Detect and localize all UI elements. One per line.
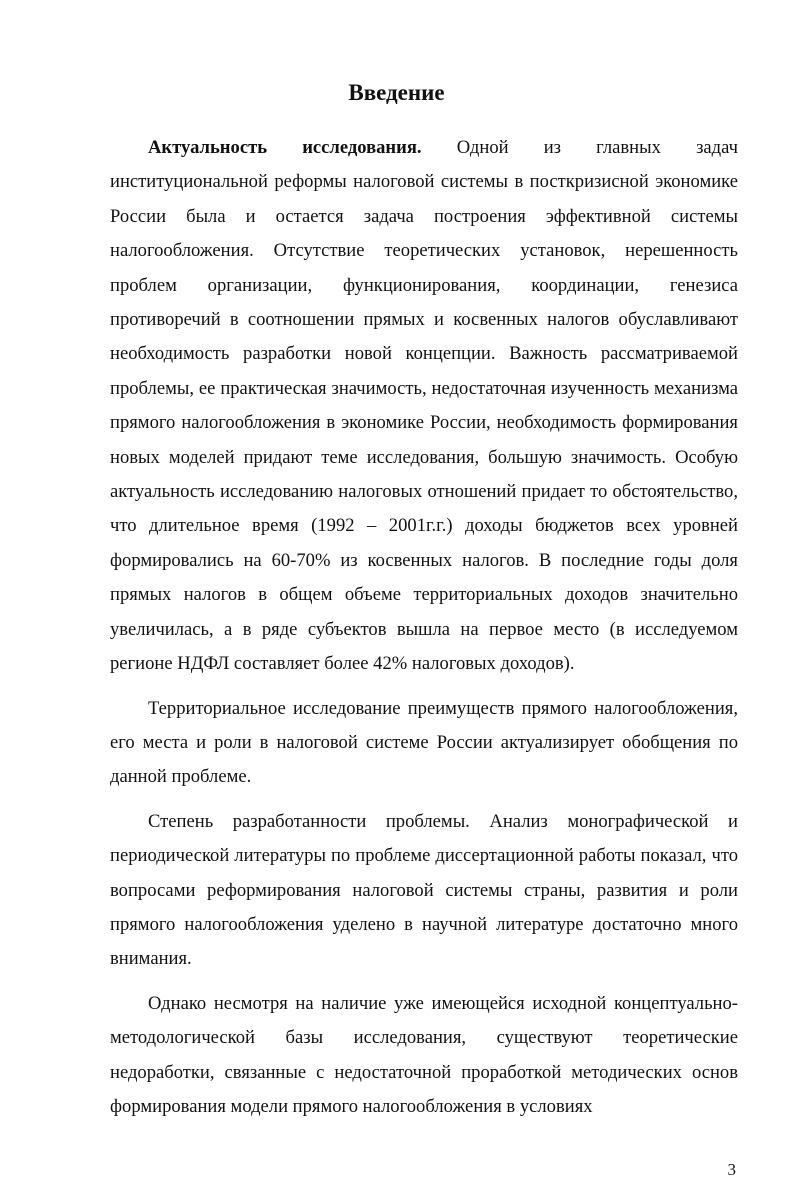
- page-title: Введение: [348, 80, 445, 105]
- paragraph-lead-heading: Актуальность исследования.: [148, 137, 422, 158]
- paragraph-territorial-study: Территориальное исследование преимуществ прямого налогообложения, его места и роли в налоговой системе России актуализирует обобщения по данной проблеме.: [110, 697, 738, 788]
- body-text: [110, 131, 738, 1124]
- paragraph-text: Одной из главных задач институциональной реформы налоговой системы в посткризисной экономике России была и остается задача построения эффективной системы налогообложения. Отсутствие теоретических установок, нерешенность проблем организации, функционирования, координации, генезиса противоречий в соотношении прямых и косвенных налогов обуславливают необходимость разработки новой концепции. Важность рассматриваемой проблемы, ее практическая значимость, недостаточная изученность механизма прямого налогообложения в экономике России, необходимость формирования новых моделей придают теме исследования, большую значимость. Особую актуальность исследованию налоговых отношений придает то обстоятельство, что длительное время (1992 – 2001г.г.) доходы бюджетов всех уровней формировались на 60-70% из косвенных налогов. В последние годы доля прямых налогов в общем объеме территориальных доходов значительно увеличилась, а в ряде субъектов вышла на первое место (в исследуемом регионе НДФЛ составляет более 42% налоговых доходов).: [110, 137, 738, 675]
- paragraph-degree-of-development: Степень разработанности проблемы. Анализ монографической и периодической литературы по проблеме диссертационной работы показал, что вопросами реформирования налоговой системы страны, развития и роли прямого налогообложения уделено в научной литературе достаточно много внимания.: [110, 810, 738, 970]
- page-number: 3: [727, 1160, 736, 1179]
- paragraph-however: Однако несмотря на наличие уже имеющейся исходной концептуально-методологической базы исследования, существуют теоретические недоработки, связанные с недостаточной проработкой методических основ формирования модели прямого налогообложения в условиях: [110, 992, 738, 1117]
- paragraph-relevance: [110, 131, 738, 682]
